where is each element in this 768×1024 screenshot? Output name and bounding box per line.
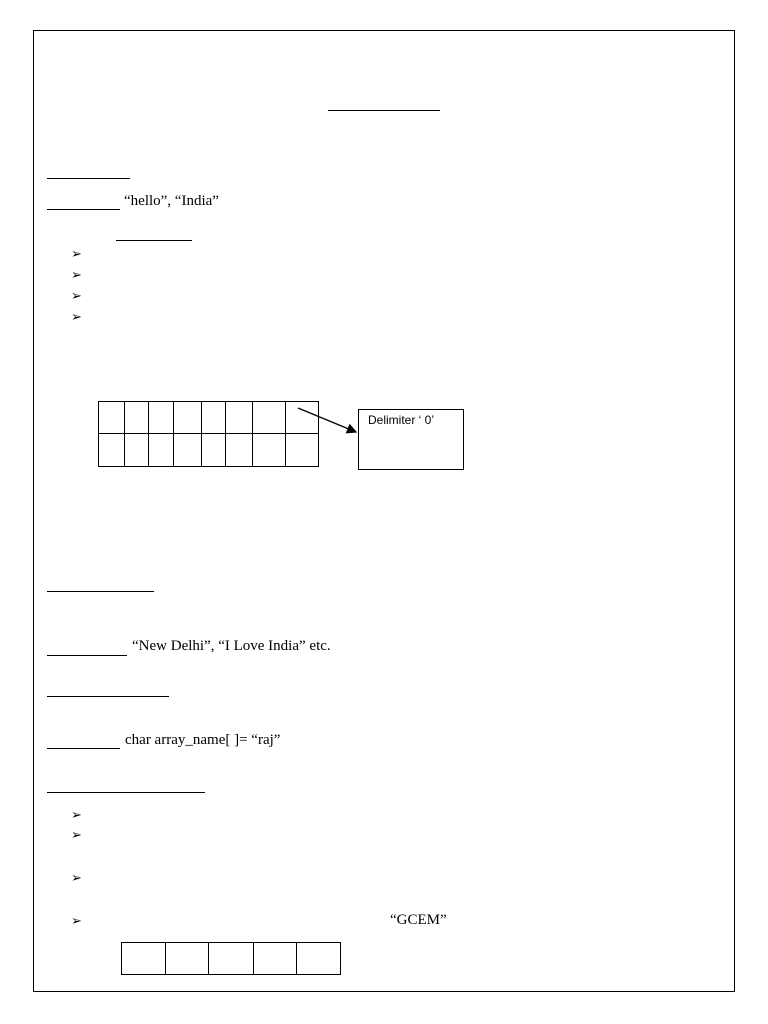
grid-cell	[124, 402, 149, 434]
grid-cell	[252, 434, 286, 467]
grid-cell	[201, 402, 226, 434]
grid-cell	[226, 402, 253, 434]
grid-cell	[99, 402, 125, 434]
delimiter-box	[358, 409, 464, 470]
bullet-icon: ➢	[71, 828, 82, 843]
document-page	[33, 30, 735, 992]
grid-cell	[226, 434, 253, 467]
grid-cell	[122, 943, 166, 975]
bullet-icon: ➢	[71, 871, 82, 886]
grid-cell	[124, 434, 149, 467]
bullet-icon: ➢	[71, 808, 82, 823]
subheading-rule	[116, 240, 192, 241]
grid-cell	[165, 943, 209, 975]
declaration-label-rule	[47, 748, 120, 749]
subheading-rule	[47, 792, 205, 793]
bullet-icon: ➢	[71, 914, 82, 929]
grid-cell	[149, 402, 174, 434]
bullet-icon: ➢	[71, 247, 82, 262]
title-rule	[328, 110, 440, 111]
gcem-array-grid	[121, 942, 341, 975]
gcem-example-text: “GCEM”	[390, 912, 447, 928]
grid-cell	[99, 434, 125, 467]
declaration-example-text: char array_name[ ]= “raj”	[125, 732, 281, 748]
subheading-rule	[47, 696, 169, 697]
grid-cell	[297, 943, 341, 975]
character-array-grid	[98, 401, 319, 467]
grid-cell	[173, 402, 201, 434]
multiword-example-text: “New Delhi”, “I Love India” etc.	[132, 638, 331, 654]
bullet-icon: ➢	[71, 310, 82, 325]
grid-cell	[209, 943, 254, 975]
bullet-icon: ➢	[71, 268, 82, 283]
grid-cell	[173, 434, 201, 467]
grid-cell	[201, 434, 226, 467]
definition-label-rule	[47, 209, 120, 210]
grid-cell	[149, 434, 174, 467]
section-heading-rule	[47, 178, 130, 179]
bullet-icon: ➢	[71, 289, 82, 304]
section-heading-rule	[47, 591, 154, 592]
grid-cell	[252, 402, 286, 434]
strings-example-text: “hello”, “India”	[124, 193, 219, 209]
grid-cell	[253, 943, 297, 975]
multiword-label-rule	[47, 655, 127, 656]
delimiter-label: Delimiter ‘ 0’	[368, 413, 435, 427]
